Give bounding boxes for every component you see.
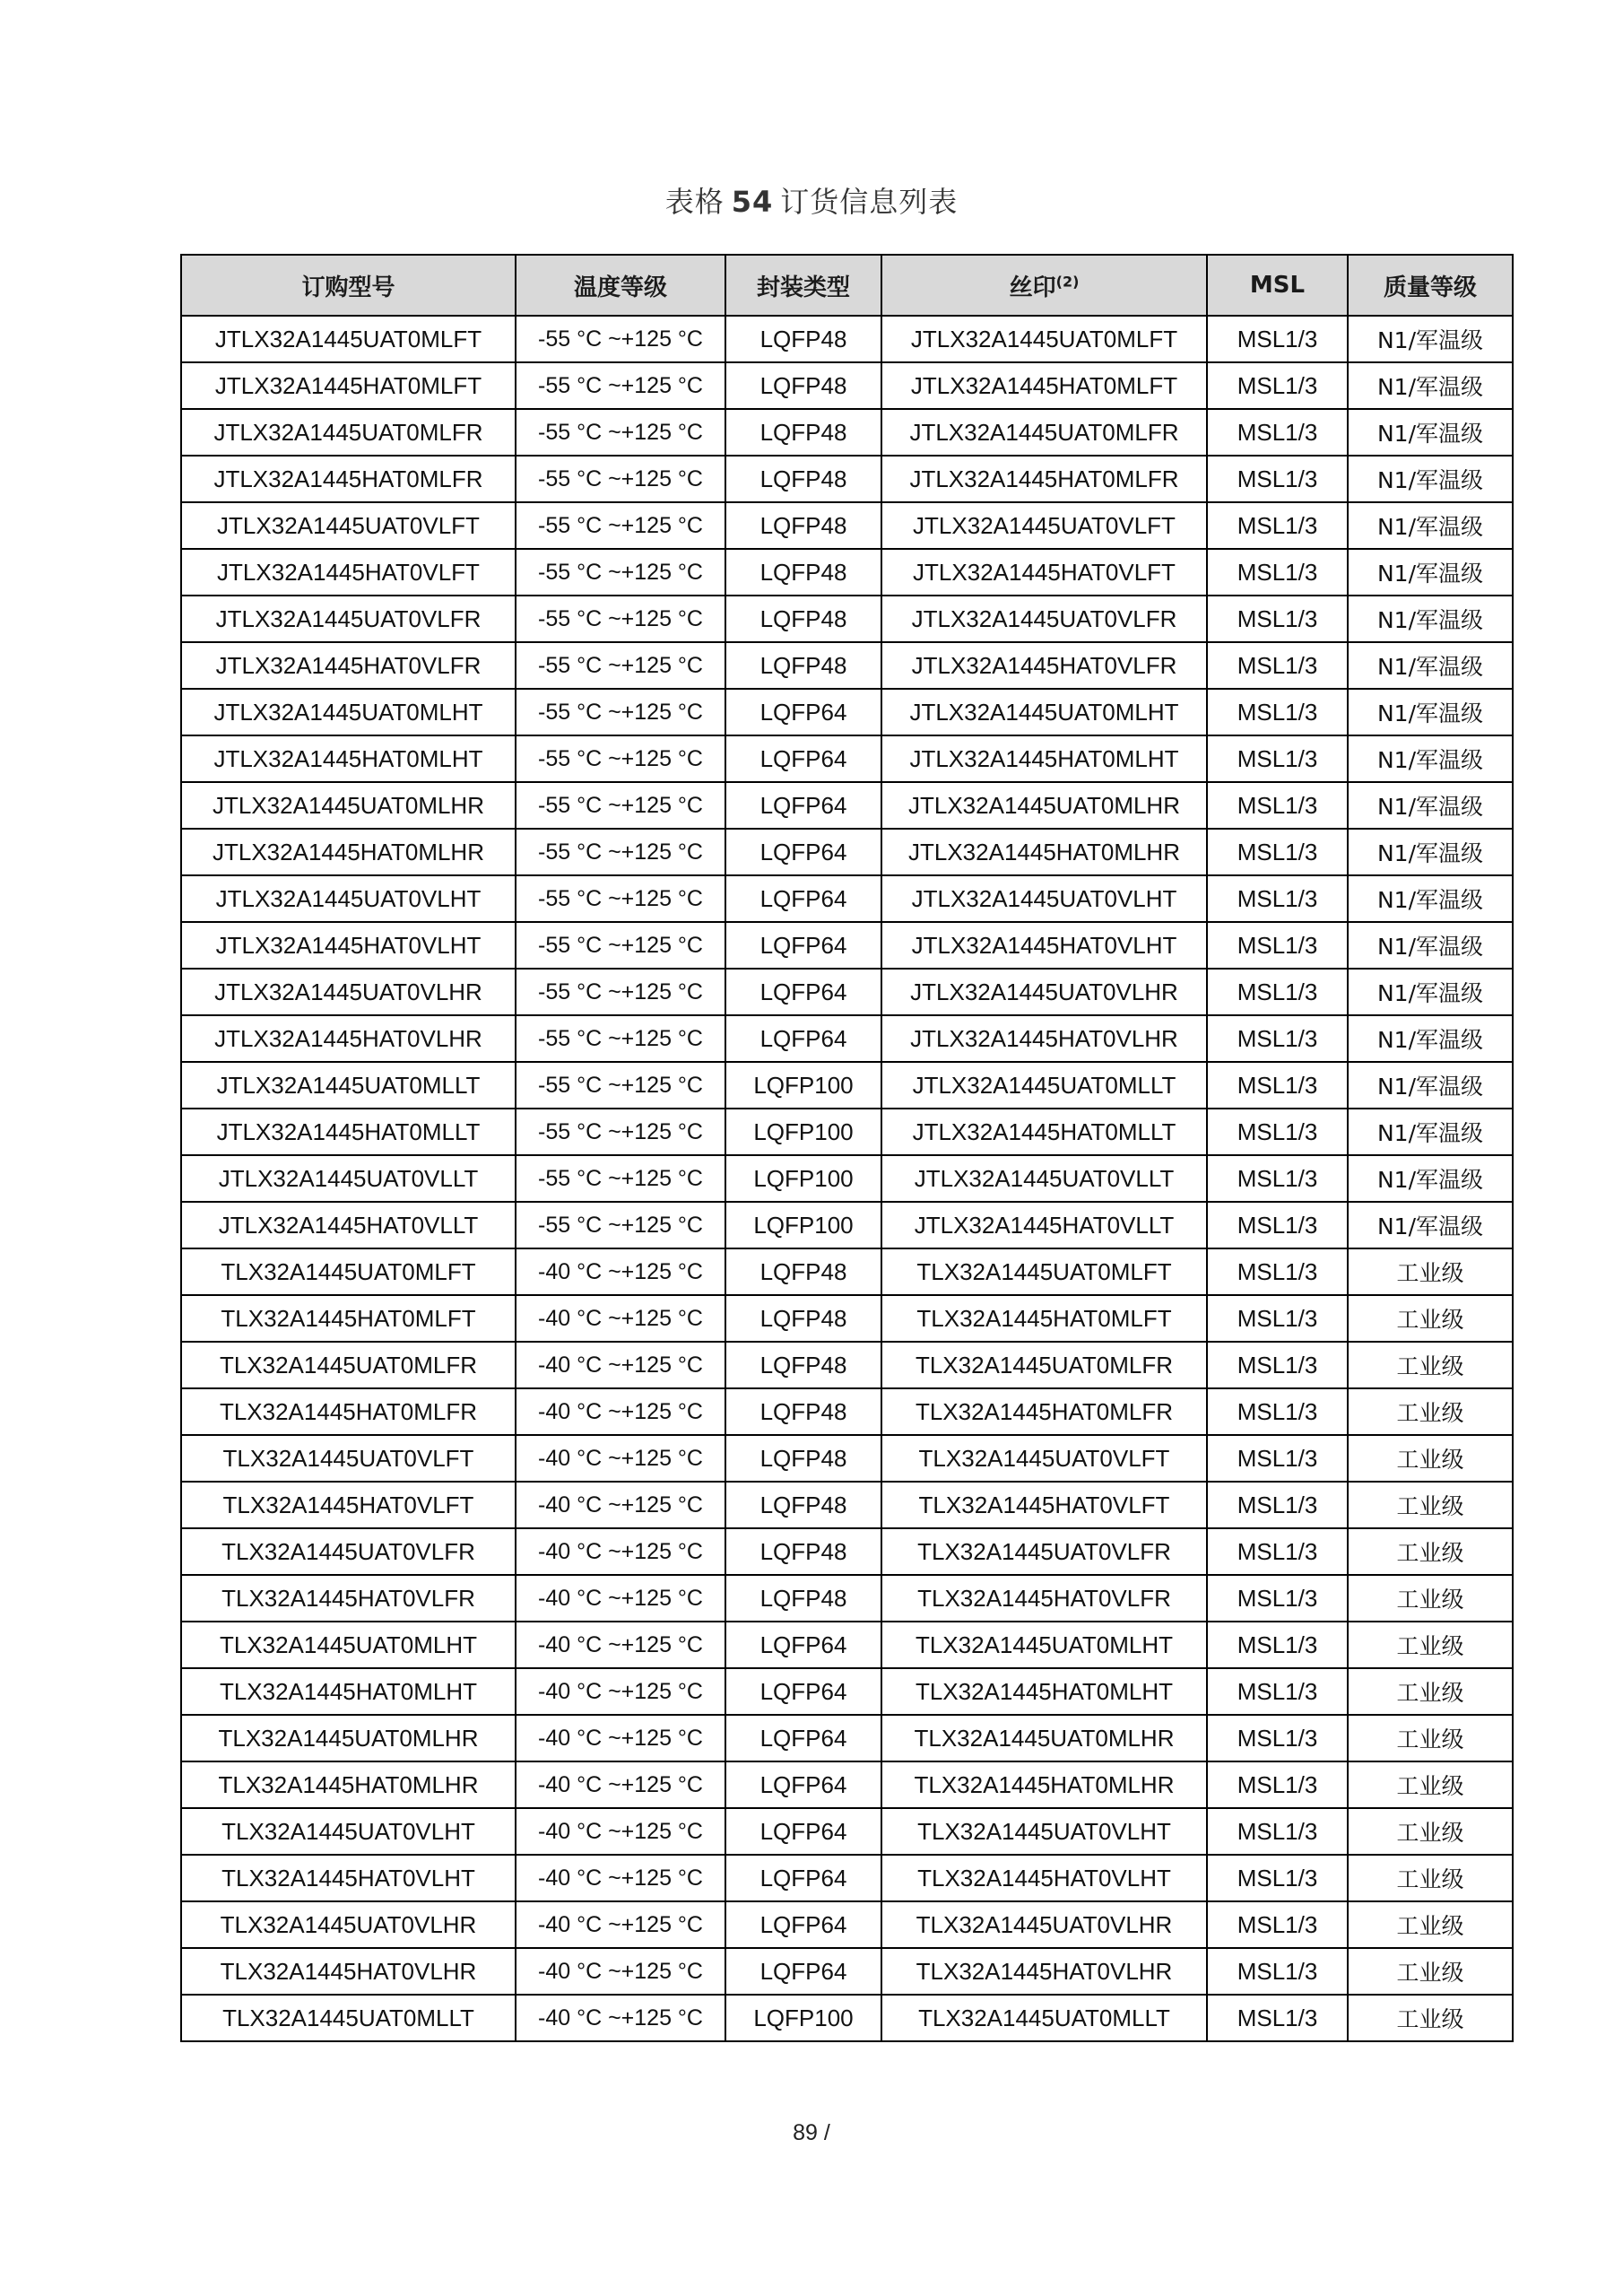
header-marking-note: (2) [1055,272,1080,290]
cell-marking: TLX32A1445HAT0MLFT [881,1295,1207,1342]
table-row [181,1528,1513,1575]
cell-temperature: -55 °C ~+125 °C [516,689,725,735]
table-body [181,316,1513,2041]
cell-part-number: TLX32A1445UAT0VLFT [181,1435,516,1482]
cell-package: LQFP48 [725,362,881,409]
cell-temperature: -55 °C ~+125 °C [516,362,725,409]
cell-msl: MSL1/3 [1207,456,1348,502]
table-row [181,1435,1513,1482]
cell-msl: MSL1/3 [1207,1855,1348,1901]
cell-marking: TLX32A1445UAT0MLFT [881,1248,1207,1295]
cell-package: LQFP64 [725,689,881,735]
cell-part-number: JTLX32A1445HAT0VLFR [181,642,516,689]
table-row [181,829,1513,875]
cell-temperature: -55 °C ~+125 °C [516,875,725,922]
cell-marking: JTLX32A1445UAT0MLFT [881,316,1207,362]
cell-marking: TLX32A1445UAT0VLFT [881,1435,1207,1482]
table-row [181,735,1513,782]
cell-package: LQFP64 [725,1015,881,1062]
table-row [181,1668,1513,1715]
cell-marking: TLX32A1445HAT0VLHR [881,1948,1207,1995]
cell-msl: MSL1/3 [1207,1668,1348,1715]
cell-quality-grade: N1/军温级 [1348,829,1513,875]
header-msl: MSL [1207,255,1348,316]
cell-quality-grade: N1/军温级 [1348,642,1513,689]
cell-package: LQFP48 [725,409,881,456]
cell-package: LQFP64 [725,1855,881,1901]
cell-part-number: TLX32A1445UAT0MLHR [181,1715,516,1761]
table-row [181,642,1513,689]
cell-package: LQFP48 [725,456,881,502]
cell-part-number: JTLX32A1445UAT0VLLT [181,1155,516,1202]
cell-quality-grade: N1/军温级 [1348,969,1513,1015]
table-row [181,409,1513,456]
cell-marking: JTLX32A1445HAT0MLFT [881,362,1207,409]
cell-quality-grade: 工业级 [1348,1435,1513,1482]
cell-temperature: -55 °C ~+125 °C [516,316,725,362]
cell-part-number: TLX32A1445HAT0MLFR [181,1388,516,1435]
cell-quality-grade: 工业级 [1348,1342,1513,1388]
cell-package: LQFP48 [725,1435,881,1482]
cell-temperature: -55 °C ~+125 °C [516,596,725,642]
table-row [181,1342,1513,1388]
cell-marking: TLX32A1445UAT0MLHR [881,1715,1207,1761]
cell-quality-grade: 工业级 [1348,1715,1513,1761]
cell-package: LQFP64 [725,782,881,829]
cell-temperature: -55 °C ~+125 °C [516,969,725,1015]
cell-temperature: -40 °C ~+125 °C [516,1622,725,1668]
cell-part-number: TLX32A1445UAT0MLFT [181,1248,516,1295]
cell-part-number: JTLX32A1445HAT0MLLT [181,1109,516,1155]
header-part-number: 订购型号 [181,255,516,316]
cell-part-number: JTLX32A1445UAT0VLFT [181,502,516,549]
cell-quality-grade: N1/军温级 [1348,689,1513,735]
table-row [181,1948,1513,1995]
table-row [181,1622,1513,1668]
cell-quality-grade: 工业级 [1348,1575,1513,1622]
cell-package: LQFP48 [725,1388,881,1435]
cell-temperature: -55 °C ~+125 °C [516,735,725,782]
table-row [181,1062,1513,1109]
cell-msl: MSL1/3 [1207,362,1348,409]
header-quality: 质量等级 [1348,255,1513,316]
cell-package: LQFP64 [725,1715,881,1761]
table-row [181,1295,1513,1342]
cell-part-number: TLX32A1445UAT0VLHT [181,1808,516,1855]
cell-marking: JTLX32A1445UAT0VLHR [881,969,1207,1015]
cell-msl: MSL1/3 [1207,1062,1348,1109]
cell-marking: TLX32A1445HAT0MLFR [881,1388,1207,1435]
cell-part-number: TLX32A1445UAT0VLHR [181,1901,516,1948]
caption-number: 54 [731,185,774,219]
cell-package: LQFP100 [725,1155,881,1202]
table-row [181,1901,1513,1948]
cell-msl: MSL1/3 [1207,1248,1348,1295]
cell-package: LQFP100 [725,1062,881,1109]
cell-quality-grade: N1/军温级 [1348,1155,1513,1202]
cell-package: LQFP48 [725,549,881,596]
cell-quality-grade: N1/军温级 [1348,409,1513,456]
table-row [181,782,1513,829]
cell-msl: MSL1/3 [1207,409,1348,456]
cell-part-number: JTLX32A1445HAT0MLHR [181,829,516,875]
cell-quality-grade: N1/军温级 [1348,596,1513,642]
cell-part-number: TLX32A1445HAT0VLHT [181,1855,516,1901]
cell-temperature: -55 °C ~+125 °C [516,642,725,689]
cell-part-number: JTLX32A1445UAT0MLHT [181,689,516,735]
cell-quality-grade: 工业级 [1348,1388,1513,1435]
cell-marking: JTLX32A1445UAT0MLFR [881,409,1207,456]
cell-package: LQFP64 [725,1948,881,1995]
table-row [181,1808,1513,1855]
cell-msl: MSL1/3 [1207,1295,1348,1342]
cell-marking: JTLX32A1445HAT0MLFR [881,456,1207,502]
cell-part-number: JTLX32A1445UAT0VLFR [181,596,516,642]
cell-msl: MSL1/3 [1207,1482,1348,1528]
cell-msl: MSL1/3 [1207,829,1348,875]
header-temperature: 温度等级 [516,255,725,316]
cell-msl: MSL1/3 [1207,1155,1348,1202]
cell-marking: JTLX32A1445UAT0MLHT [881,689,1207,735]
table-row [181,1855,1513,1901]
cell-part-number: TLX32A1445HAT0MLHR [181,1761,516,1808]
cell-part-number: TLX32A1445HAT0VLFR [181,1575,516,1622]
table-row [181,1155,1513,1202]
cell-temperature: -40 °C ~+125 °C [516,1435,725,1482]
cell-marking: TLX32A1445HAT0MLHR [881,1761,1207,1808]
cell-temperature: -40 °C ~+125 °C [516,1948,725,1995]
cell-marking: TLX32A1445UAT0MLLT [881,1995,1207,2041]
cell-msl: MSL1/3 [1207,689,1348,735]
cell-package: LQFP48 [725,316,881,362]
table-row [181,362,1513,409]
cell-package: LQFP48 [725,1482,881,1528]
cell-temperature: -40 °C ~+125 °C [516,1482,725,1528]
cell-quality-grade: N1/军温级 [1348,316,1513,362]
cell-part-number: JTLX32A1445HAT0VLHT [181,922,516,969]
caption-title: 订货信息列表 [780,185,959,219]
cell-package: LQFP64 [725,1668,881,1715]
header-package: 封装类型 [725,255,881,316]
cell-package: LQFP100 [725,1202,881,1248]
cell-quality-grade: 工业级 [1348,1528,1513,1575]
cell-part-number: JTLX32A1445UAT0VLHR [181,969,516,1015]
cell-quality-grade: N1/军温级 [1348,362,1513,409]
cell-quality-grade: N1/军温级 [1348,502,1513,549]
cell-package: LQFP48 [725,1528,881,1575]
table-row [181,1202,1513,1248]
cell-msl: MSL1/3 [1207,1715,1348,1761]
cell-quality-grade: 工业级 [1348,1668,1513,1715]
cell-quality-grade: N1/军温级 [1348,735,1513,782]
table-row [181,1388,1513,1435]
header-marking [881,255,1207,316]
cell-msl: MSL1/3 [1207,1948,1348,1995]
cell-temperature: -40 °C ~+125 °C [516,1528,725,1575]
cell-temperature: -40 °C ~+125 °C [516,1761,725,1808]
cell-quality-grade: 工业级 [1348,1808,1513,1855]
cell-marking: TLX32A1445UAT0VLHR [881,1901,1207,1948]
cell-part-number: TLX32A1445HAT0VLHR [181,1948,516,1995]
cell-msl: MSL1/3 [1207,1622,1348,1668]
cell-package: LQFP48 [725,596,881,642]
cell-temperature: -40 °C ~+125 °C [516,1808,725,1855]
cell-msl: MSL1/3 [1207,1901,1348,1948]
cell-msl: MSL1/3 [1207,735,1348,782]
cell-msl: MSL1/3 [1207,596,1348,642]
cell-msl: MSL1/3 [1207,782,1348,829]
cell-temperature: -55 °C ~+125 °C [516,782,725,829]
cell-part-number: JTLX32A1445HAT0VLHR [181,1015,516,1062]
cell-part-number: TLX32A1445UAT0VLFR [181,1528,516,1575]
cell-quality-grade: 工业级 [1348,1248,1513,1295]
cell-msl: MSL1/3 [1207,1528,1348,1575]
cell-marking: JTLX32A1445UAT0VLHT [881,875,1207,922]
cell-quality-grade: N1/军温级 [1348,1202,1513,1248]
table-row [181,596,1513,642]
cell-temperature: -55 °C ~+125 °C [516,1062,725,1109]
cell-marking: JTLX32A1445HAT0VLFR [881,642,1207,689]
cell-quality-grade: 工业级 [1348,1482,1513,1528]
table-row [181,1575,1513,1622]
table-row [181,456,1513,502]
cell-quality-grade: 工业级 [1348,1761,1513,1808]
cell-msl: MSL1/3 [1207,1575,1348,1622]
cell-marking: JTLX32A1445HAT0VLHT [881,922,1207,969]
cell-package: LQFP48 [725,502,881,549]
cell-part-number: JTLX32A1445UAT0MLFT [181,316,516,362]
table-caption [0,179,1623,221]
cell-quality-grade: N1/军温级 [1348,922,1513,969]
cell-temperature: -40 °C ~+125 °C [516,1668,725,1715]
cell-package: LQFP48 [725,642,881,689]
cell-part-number: JTLX32A1445UAT0MLHR [181,782,516,829]
cell-package: LQFP48 [725,1575,881,1622]
cell-marking: TLX32A1445UAT0MLFR [881,1342,1207,1388]
cell-part-number: JTLX32A1445UAT0VLHT [181,875,516,922]
cell-temperature: -55 °C ~+125 °C [516,549,725,596]
cell-msl: MSL1/3 [1207,1808,1348,1855]
cell-quality-grade: N1/军温级 [1348,1109,1513,1155]
cell-part-number: JTLX32A1445HAT0MLFT [181,362,516,409]
table-row [181,1715,1513,1761]
cell-marking: TLX32A1445HAT0MLHT [881,1668,1207,1715]
cell-package: LQFP48 [725,1342,881,1388]
cell-msl: MSL1/3 [1207,1015,1348,1062]
table-header [181,255,1513,316]
header-marking-label: 丝印 [1009,274,1056,301]
cell-quality-grade: 工业级 [1348,1948,1513,1995]
cell-msl: MSL1/3 [1207,1435,1348,1482]
cell-quality-grade: 工业级 [1348,1995,1513,2041]
cell-msl: MSL1/3 [1207,642,1348,689]
cell-package: LQFP64 [725,829,881,875]
cell-temperature: -55 °C ~+125 °C [516,502,725,549]
cell-marking: JTLX32A1445UAT0VLFT [881,502,1207,549]
table-row [181,1761,1513,1808]
cell-package: LQFP100 [725,1109,881,1155]
cell-quality-grade: N1/军温级 [1348,782,1513,829]
cell-part-number: JTLX32A1445HAT0VLLT [181,1202,516,1248]
cell-package: LQFP64 [725,969,881,1015]
cell-package: LQFP64 [725,1808,881,1855]
cell-marking: TLX32A1445UAT0VLHT [881,1808,1207,1855]
cell-part-number: TLX32A1445UAT0MLHT [181,1622,516,1668]
cell-msl: MSL1/3 [1207,875,1348,922]
cell-marking: TLX32A1445HAT0VLHT [881,1855,1207,1901]
cell-package: LQFP64 [725,1622,881,1668]
table-row [181,1482,1513,1528]
ordering-info-table [180,254,1514,2042]
cell-temperature: -55 °C ~+125 °C [516,409,725,456]
cell-marking: JTLX32A1445UAT0MLLT [881,1062,1207,1109]
cell-marking: JTLX32A1445HAT0VLHR [881,1015,1207,1062]
page-number: 89 / [793,2120,830,2145]
cell-temperature: -40 °C ~+125 °C [516,1855,725,1901]
cell-part-number: TLX32A1445UAT0MLLT [181,1995,516,2041]
table-row [181,969,1513,1015]
cell-part-number: JTLX32A1445UAT0MLFR [181,409,516,456]
cell-temperature: -40 °C ~+125 °C [516,1995,725,2041]
cell-part-number: JTLX32A1445UAT0MLLT [181,1062,516,1109]
table-row [181,1995,1513,2041]
cell-temperature: -55 °C ~+125 °C [516,829,725,875]
cell-package: LQFP100 [725,1995,881,2041]
cell-marking: JTLX32A1445HAT0MLHT [881,735,1207,782]
table-row [181,316,1513,362]
header-row [181,255,1513,316]
cell-part-number: TLX32A1445HAT0MLHT [181,1668,516,1715]
cell-temperature: -40 °C ~+125 °C [516,1575,725,1622]
cell-quality-grade: N1/军温级 [1348,1015,1513,1062]
cell-temperature: -55 °C ~+125 °C [516,1202,725,1248]
cell-quality-grade: 工业级 [1348,1901,1513,1948]
cell-msl: MSL1/3 [1207,1388,1348,1435]
cell-marking: JTLX32A1445HAT0MLHR [881,829,1207,875]
cell-quality-grade: N1/军温级 [1348,456,1513,502]
cell-marking: TLX32A1445HAT0VLFT [881,1482,1207,1528]
table-row [181,549,1513,596]
cell-temperature: -40 °C ~+125 °C [516,1248,725,1295]
cell-msl: MSL1/3 [1207,1202,1348,1248]
cell-part-number: JTLX32A1445HAT0MLHT [181,735,516,782]
cell-part-number: JTLX32A1445HAT0MLFR [181,456,516,502]
table-row [181,502,1513,549]
cell-msl: MSL1/3 [1207,1342,1348,1388]
cell-package: LQFP64 [725,1901,881,1948]
cell-msl: MSL1/3 [1207,316,1348,362]
cell-marking: JTLX32A1445HAT0VLFT [881,549,1207,596]
cell-marking: JTLX32A1445UAT0VLLT [881,1155,1207,1202]
table-row [181,1015,1513,1062]
cell-part-number: TLX32A1445UAT0MLFR [181,1342,516,1388]
cell-marking: TLX32A1445UAT0VLFR [881,1528,1207,1575]
cell-msl: MSL1/3 [1207,969,1348,1015]
cell-temperature: -40 °C ~+125 °C [516,1342,725,1388]
cell-part-number: JTLX32A1445HAT0VLFT [181,549,516,596]
cell-quality-grade: 工业级 [1348,1622,1513,1668]
cell-temperature: -40 °C ~+125 °C [516,1715,725,1761]
cell-quality-grade: N1/军温级 [1348,875,1513,922]
cell-marking: TLX32A1445UAT0MLHT [881,1622,1207,1668]
cell-temperature: -55 °C ~+125 °C [516,456,725,502]
cell-quality-grade: 工业级 [1348,1855,1513,1901]
cell-msl: MSL1/3 [1207,1995,1348,2041]
cell-marking: JTLX32A1445HAT0VLLT [881,1202,1207,1248]
cell-package: LQFP64 [725,922,881,969]
cell-temperature: -40 °C ~+125 °C [516,1388,725,1435]
cell-package: LQFP48 [725,1295,881,1342]
table-row [181,1248,1513,1295]
cell-marking: JTLX32A1445UAT0VLFR [881,596,1207,642]
table-row [181,689,1513,735]
table-row [181,875,1513,922]
cell-package: LQFP48 [725,1248,881,1295]
cell-msl: MSL1/3 [1207,1761,1348,1808]
cell-msl: MSL1/3 [1207,1109,1348,1155]
cell-package: LQFP64 [725,875,881,922]
cell-temperature: -55 °C ~+125 °C [516,1015,725,1062]
cell-temperature: -55 °C ~+125 °C [516,1155,725,1202]
cell-msl: MSL1/3 [1207,549,1348,596]
cell-temperature: -40 °C ~+125 °C [516,1901,725,1948]
cell-quality-grade: N1/军温级 [1348,1062,1513,1109]
cell-quality-grade: 工业级 [1348,1295,1513,1342]
caption-prefix: 表格 [664,185,725,219]
cell-temperature: -55 °C ~+125 °C [516,922,725,969]
cell-msl: MSL1/3 [1207,922,1348,969]
cell-temperature: -40 °C ~+125 °C [516,1295,725,1342]
cell-marking: JTLX32A1445HAT0MLLT [881,1109,1207,1155]
table-row [181,1109,1513,1155]
cell-package: LQFP64 [725,1761,881,1808]
cell-part-number: TLX32A1445HAT0VLFT [181,1482,516,1528]
cell-quality-grade: N1/军温级 [1348,549,1513,596]
cell-msl: MSL1/3 [1207,502,1348,549]
cell-marking: JTLX32A1445UAT0MLHR [881,782,1207,829]
cell-part-number: TLX32A1445HAT0MLFT [181,1295,516,1342]
table-row [181,922,1513,969]
cell-temperature: -55 °C ~+125 °C [516,1109,725,1155]
cell-package: LQFP64 [725,735,881,782]
cell-marking: TLX32A1445HAT0VLFR [881,1575,1207,1622]
